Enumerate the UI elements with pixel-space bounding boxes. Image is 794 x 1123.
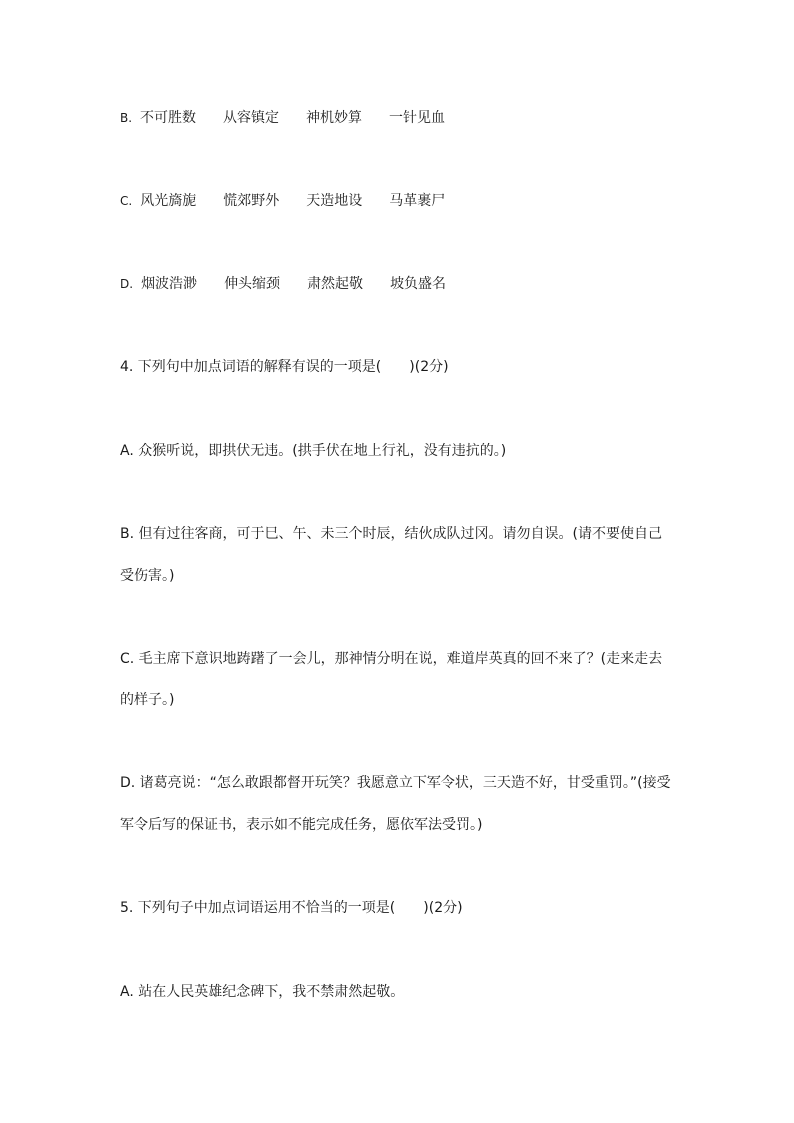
question-4-option-c: C. 毛主席下意识地踌躇了一会儿，那神情分明在说，难道岸英真的回不来了？(走来走去	[120, 651, 663, 667]
option-letter: C.	[120, 194, 133, 208]
option-letter: B.	[120, 111, 133, 125]
idiom: 一针见血	[389, 110, 446, 126]
idiom: 烟波浩渺	[141, 276, 198, 292]
idiom: 从容镇定	[223, 110, 280, 126]
idiom: 慌郊野外	[223, 193, 280, 209]
question-5-option-a: A. 站在人民英雄纪念碑下，我不禁肃然起敬。	[120, 984, 405, 1000]
option-letter: D.	[120, 277, 134, 291]
option-b-row	[120, 108, 445, 128]
question-4-stem: 4. 下列句中加点词语的解释有误的一项是( )(2分)	[120, 359, 449, 375]
question-4-option-b: B. 但有过往客商，可于巳、午、未三个时辰，结伙成队过冈。请勿自误。(请不要使自己	[120, 526, 662, 542]
idiom: 不可胜数	[140, 110, 197, 126]
idiom: 伸头缩颈	[224, 276, 281, 292]
question-4-option-d: D. 诸葛亮说：“怎么敢跟都督开玩笑？我愿意立下军令状，三天造不好，甘受重罚。”(接受	[120, 775, 671, 791]
question-4-option-d-cont: 军令后写的保证书，表示如不能完成任务，愿依军法受罚。)	[120, 817, 483, 833]
idiom: 神机妙算	[306, 110, 363, 126]
option-d-row	[120, 274, 446, 294]
idiom: 坡负盛名	[390, 276, 447, 292]
question-4-option-a: A. 众猴听说，即拱伏无违。(拱手伏在地上行礼，没有违抗的。)	[120, 443, 507, 459]
idiom: 天造地设	[306, 193, 363, 209]
idiom: 马革裹尸	[389, 193, 446, 209]
idiom: 肃然起敬	[307, 276, 364, 292]
question-4-option-c-cont: 的样子。)	[120, 692, 175, 708]
question-4-option-b-cont: 受伤害。)	[120, 568, 175, 584]
option-c-row	[120, 191, 445, 211]
idiom: 风光旖旎	[140, 193, 197, 209]
question-5-stem: 5. 下列句子中加点词语运用不恰当的一项是( )(2分)	[120, 900, 463, 916]
